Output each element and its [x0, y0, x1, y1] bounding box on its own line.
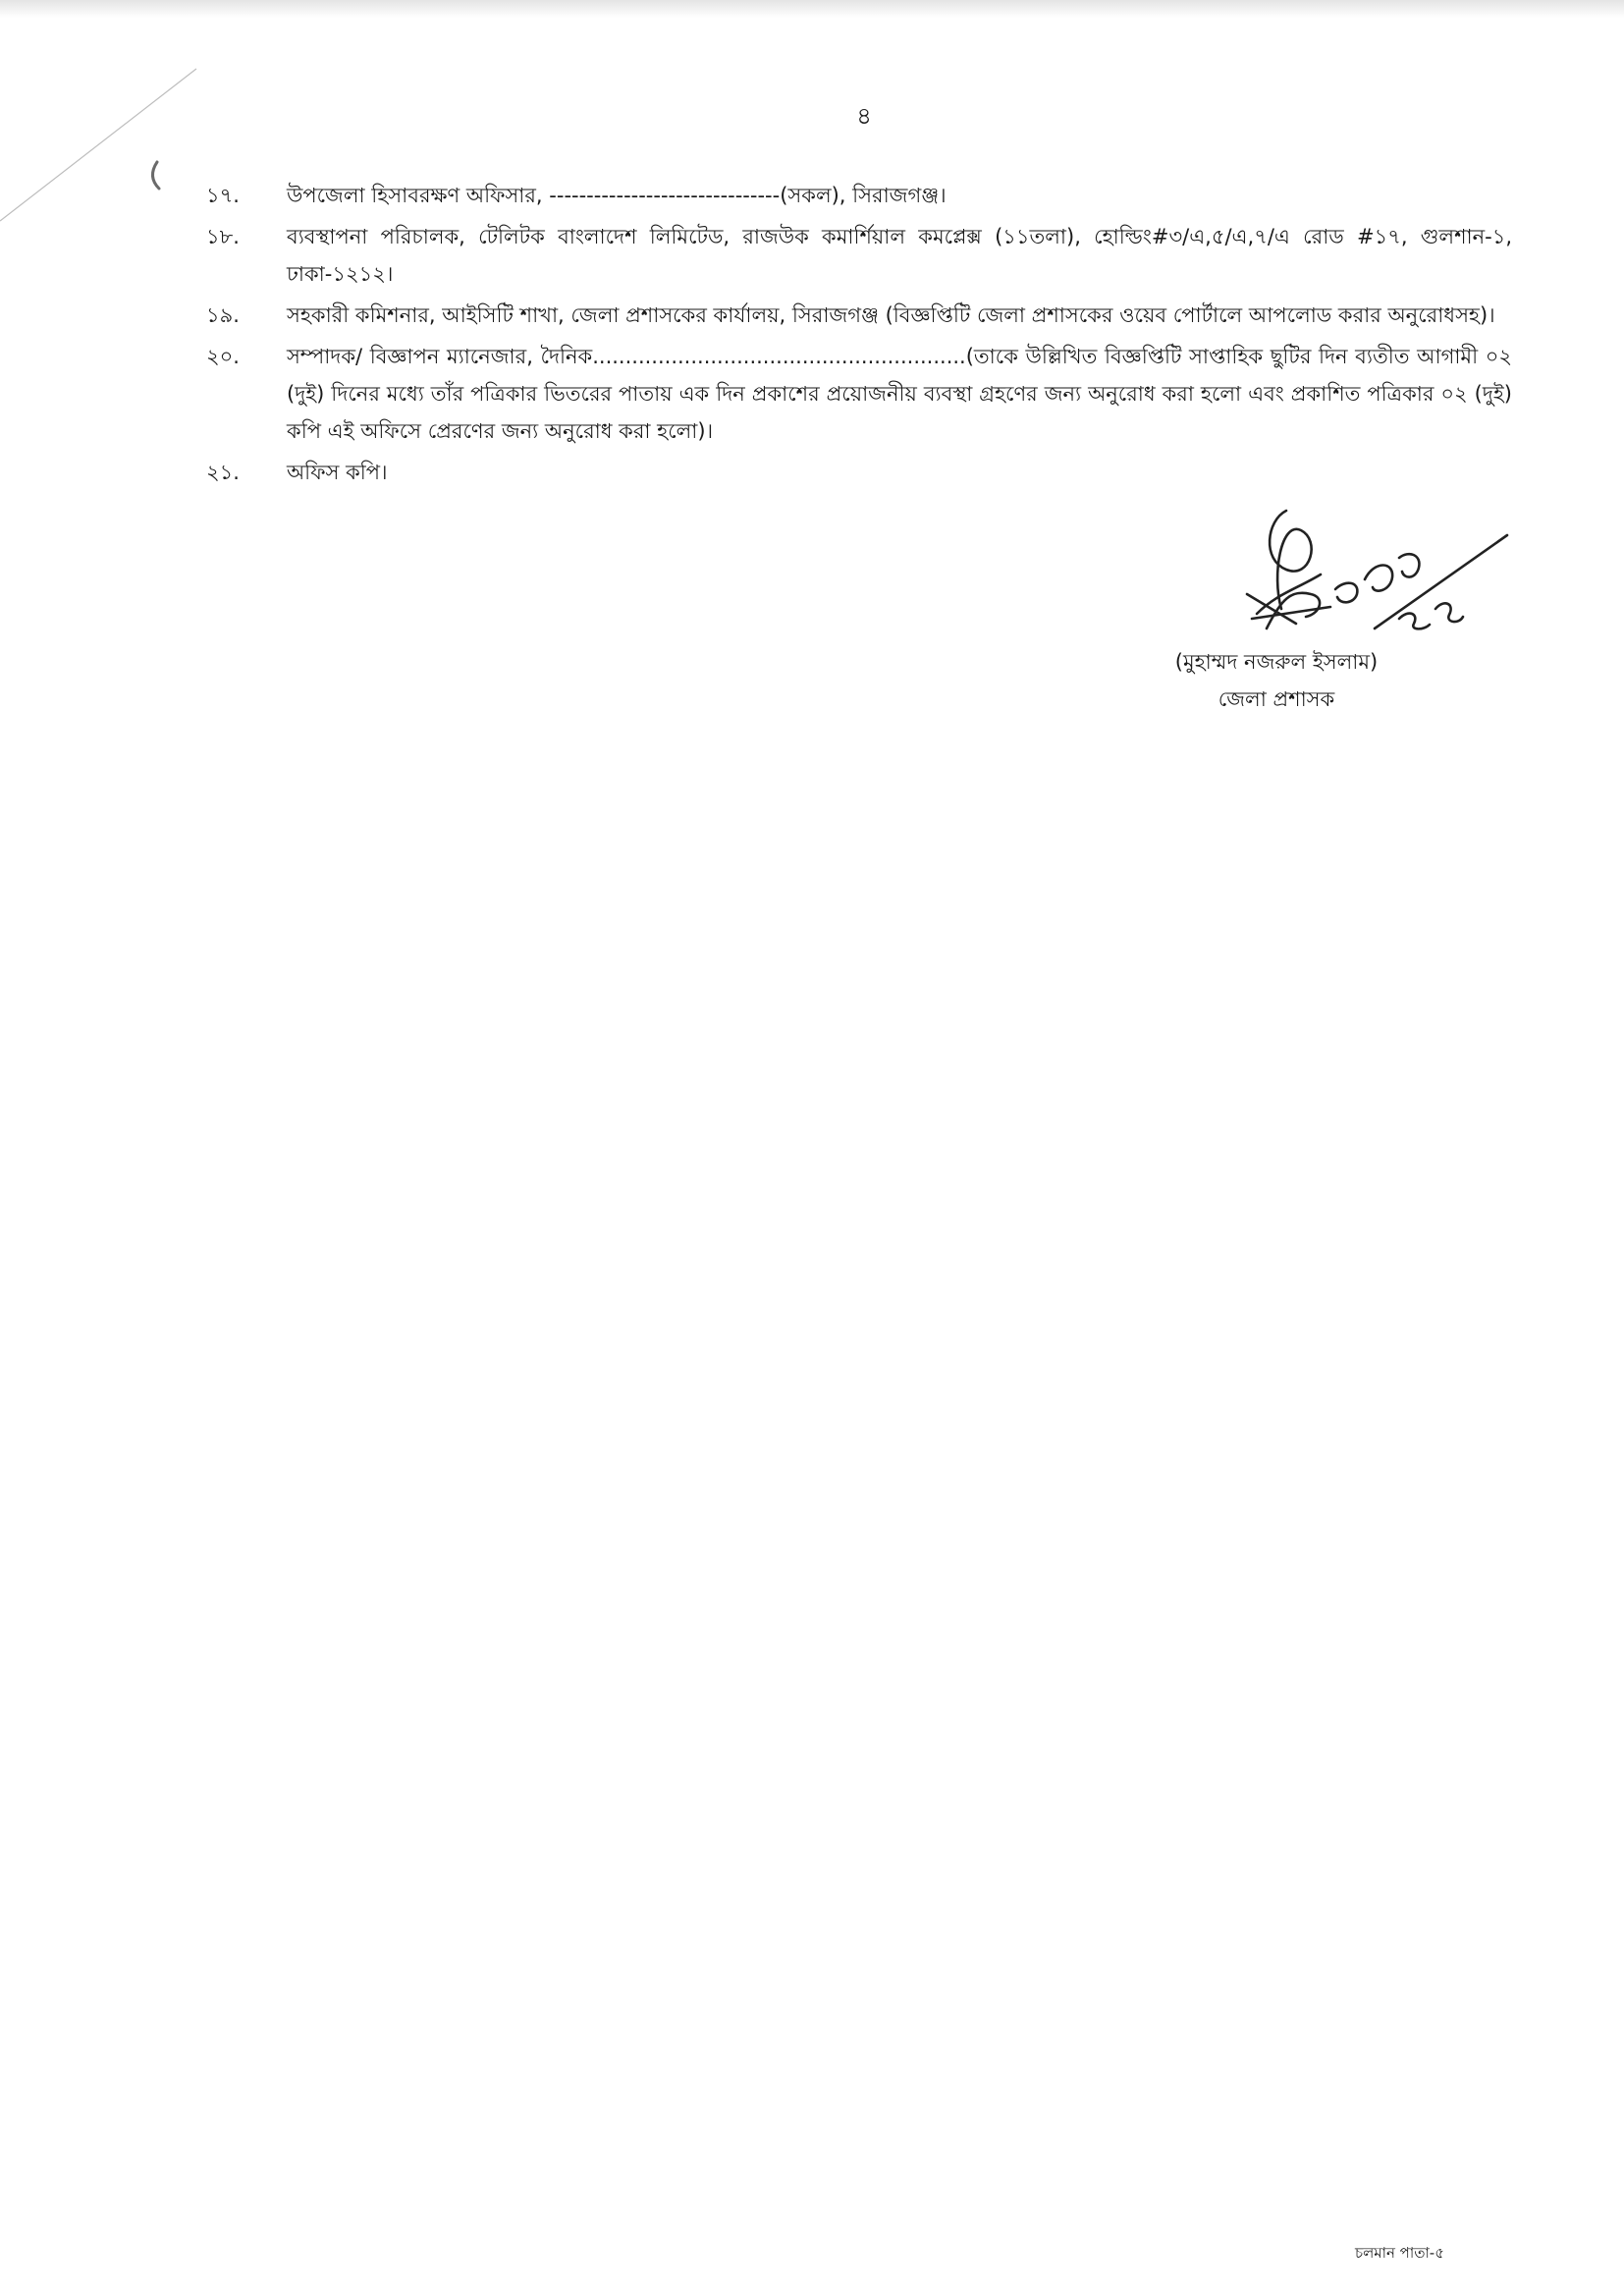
item-number: ১৯. — [206, 303, 240, 327]
item-text: সম্পাদক/ বিজ্ঞাপন ম্যানেজার, দৈনিক.........................................................(তাকে উল্লিখিত বিজ্ঞপ্তিটি সাপ্তাহিক ছুটির দিন ব্যতীত আগামী ০২ (দুই) দিনের মধ্যে তাঁর পত্রিকার ভিতরের পাতায় এক দিন প্রকাশের প্রয়োজনীয় ব্যবস্থা গ্রহণের জন্য অনুরোধ করা হলো এবং প্রকাশিত পত্রিকার ০২ (দুই) কপি এই অফিসে প্রেরণের জন্য অনুরোধ করা হলো)। — [287, 345, 1512, 443]
item-text: অফিস কপি। — [287, 461, 388, 484]
list-item — [206, 218, 1512, 293]
list-item — [206, 338, 1512, 450]
item-number: ১৭. — [206, 184, 240, 207]
distribution-list — [206, 177, 1512, 495]
list-item — [206, 454, 1512, 491]
list-item — [206, 177, 1512, 214]
item-number: ২১. — [206, 461, 240, 484]
page-number: ৪ — [856, 102, 872, 130]
signer-block — [1119, 643, 1434, 718]
item-text: উপজেলা হিসাবরক্ষণ অফিসার, -------------------------------(সকল), সিরাজগঞ্জ। — [287, 184, 947, 207]
signer-title: জেলা প্রশাসক — [1218, 687, 1335, 711]
item-number: ২০. — [206, 345, 240, 368]
item-number: ১৮. — [206, 225, 240, 248]
handwritten-signature — [1227, 501, 1522, 648]
list-item — [206, 297, 1512, 334]
scan-top-shade — [0, 0, 1624, 18]
item-text: ব্যবস্থাপনা পরিচালক, টেলিটক বাংলাদেশ লিমিটেড, রাজউক কমার্শিয়াল কমপ্লেক্স (১১তলা), হোল্ডিং#৩/এ,৫/এ,৭/এ রোড #১৭, গুলশান-১, ঢাকা-১২১২। — [287, 225, 1512, 286]
continuation-footer: চলমান পাতা-৫ — [1355, 2244, 1444, 2262]
signer-name: (মুহাম্মদ নজরুল ইসলাম) — [1174, 650, 1379, 674]
item-text: সহকারী কমিশনার, আইসিটি শাখা, জেলা প্রশাসকের কার্যালয়, সিরাজগঞ্জ (বিজ্ঞপ্তিটি জেলা প্রশাসকের ওয়েব পোর্টালে আপলোড করার অনুরোধসহ)। — [287, 303, 1495, 327]
